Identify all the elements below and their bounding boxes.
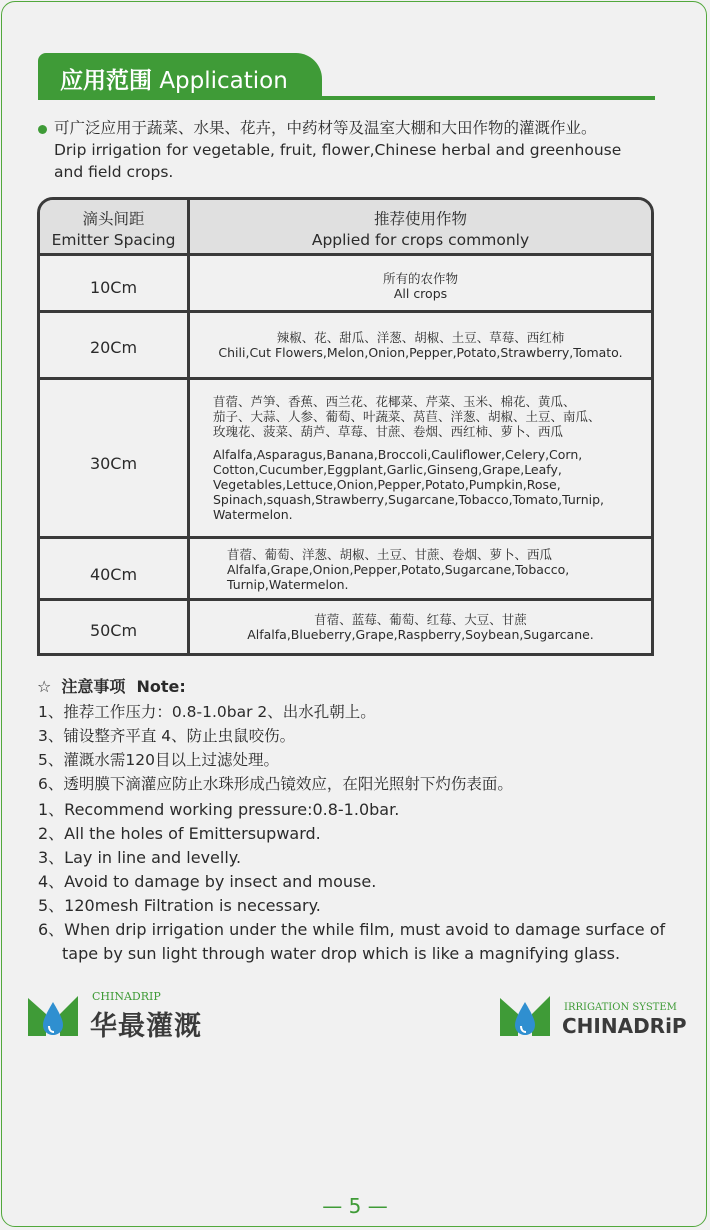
spacing-30cm: 30Cm xyxy=(89,454,138,473)
drop-leaf-icon xyxy=(26,992,80,1038)
section-tab xyxy=(38,53,322,99)
logo-left-main: 华最灌溉 xyxy=(90,1011,202,1042)
crop-table xyxy=(37,197,654,656)
note-en-item: 6、When drip irrigation under the while film, must avoid to damage surface of xyxy=(38,920,666,939)
section-title-en: Application xyxy=(159,68,288,94)
crops-cn: 茄子、大蒜、人参、葡萄、叶蔬菜、莴苣、洋葱、胡椒、土豆、南瓜、 xyxy=(213,409,601,424)
note-en-item: 3、Lay in line and levelly. xyxy=(38,848,242,867)
logo-right-sub: IRRIGATION SYSTEM xyxy=(564,1002,677,1013)
header-spacing-cn: 滴头间距 xyxy=(82,210,145,228)
crops-en: Alfalfa,Blueberry,Grape,Raspberry,Soybean,Sugarcane. xyxy=(247,627,594,642)
header-crops xyxy=(190,209,651,251)
notes-en-list xyxy=(38,798,665,966)
logo-right-main: CHINADRiP xyxy=(562,1014,687,1038)
notes-heading-en: Note: xyxy=(136,677,186,696)
crops-cn: 苜蓿、葡萄、洋葱、胡椒、土豆、甘蔗、卷烟、萝卜、西瓜 xyxy=(227,547,553,562)
header-spacing xyxy=(40,209,187,251)
intro-text xyxy=(38,117,678,183)
spacing-20cm: 20Cm xyxy=(89,338,138,357)
note-cn-item: 5、灌溉水需120目以上过滤处理。 xyxy=(38,751,279,769)
header-crops-en: Applied for crops commonly xyxy=(311,231,530,249)
crops-cn: 玫瑰花、菠菜、葫芦、草莓、甘蔗、卷烟、西红柿、萝卜、西瓜 xyxy=(213,424,564,439)
crops-en: Vegetables,Lettuce,Onion,Pepper,Potato,Pumpkin,Rose, xyxy=(213,477,561,492)
section-title-cn: 应用范围 xyxy=(60,68,152,94)
header-spacing-en: Emitter Spacing xyxy=(51,231,176,249)
note-en-item: 5、120mesh Filtration is necessary. xyxy=(38,896,321,915)
crops-cn: 苜蓿、芦笋、香蕉、西兰花、花椰菜、芹菜、玉米、棉花、黄瓜、 xyxy=(213,394,576,409)
section-title xyxy=(60,62,288,95)
crops-en: All crops xyxy=(393,286,448,301)
crops-en: Turnip,Watermelon. xyxy=(227,577,349,592)
crops-50cm xyxy=(190,612,651,642)
header-crops-cn: 推荐使用作物 xyxy=(373,210,467,228)
note-cn-item: 1、推荐工作压力：0.8-1.0bar 2、出水孔朝上。 xyxy=(38,703,376,721)
spacing-50cm: 50Cm xyxy=(89,621,138,640)
crops-cn: 辣椒、花、甜瓜、洋葱、胡椒、土豆、草莓、西红柿 xyxy=(276,330,565,345)
row-divider xyxy=(40,598,651,601)
intro-cn: 可广泛应用于蔬菜、水果、花卉，中药材等及温室大棚和大田作物的灌溉作业。 xyxy=(54,119,597,137)
intro-en-line1: Drip irrigation for vegetable, fruit, flower,Chinese herbal and greenhouse xyxy=(54,141,622,159)
note-en-item: 1、Recommend working pressure:0.8-1.0bar. xyxy=(38,800,400,819)
row-divider xyxy=(40,310,651,313)
drop-leaf-icon xyxy=(498,992,552,1038)
crops-30cm xyxy=(213,394,654,522)
spacing-40cm: 40Cm xyxy=(89,565,138,584)
bullet-icon xyxy=(38,125,47,134)
crops-en: Spinach,squash,Strawberry,Sugarcane,Tobacco,Tomato,Turnip, xyxy=(213,492,604,507)
crops-en: Cotton,Cucumber,Eggplant,Garlic,Ginseng,Grape,Leafy, xyxy=(213,462,562,477)
notes-heading-cn: 注意事项 xyxy=(61,677,126,696)
column-divider xyxy=(187,200,190,653)
note-en-item: tape by sun light through water drop which is like a magnifying glass. xyxy=(62,944,621,963)
crops-en: Alfalfa,Grape,Onion,Pepper,Potato,Sugarcane,Tobacco, xyxy=(227,562,570,577)
crops-cn: 所有的农作物 xyxy=(382,271,458,286)
crops-40cm xyxy=(227,547,654,592)
note-cn-item: 6、透明膜下滴灌应防止水珠形成凸镜效应，在阳光照射下灼伤表面。 xyxy=(38,775,513,793)
star-icon: ☆ xyxy=(37,677,52,696)
section-rule xyxy=(38,96,655,100)
note-cn-item: 3、铺设整齐平直 4、防止虫鼠咬伤。 xyxy=(38,727,296,745)
crops-en: Alfalfa,Asparagus,Banana,Broccoli,Cauliflower,Celery,Corn, xyxy=(213,447,583,462)
chinadrip-cn-logo xyxy=(26,990,226,1040)
crops-en: Chili,Cut Flowers,Melon,Onion,Pepper,Potato,Strawberry,Tomato. xyxy=(218,345,623,360)
chinadrip-en-logo xyxy=(498,990,698,1040)
page-number: — 5 — xyxy=(322,1194,388,1218)
logo-left-sub: CHINADRIP xyxy=(92,990,161,1003)
note-en-item: 2、All the holes of Emittersupward. xyxy=(38,824,321,843)
crops-10cm xyxy=(190,271,651,301)
row-divider xyxy=(40,536,651,539)
crops-20cm xyxy=(190,330,651,360)
crops-en: Watermelon. xyxy=(213,507,293,522)
row-divider xyxy=(40,377,651,380)
notes-cn-list xyxy=(38,700,513,796)
note-en-item: 4、Avoid to damage by insect and mouse. xyxy=(38,872,377,891)
table-header xyxy=(40,200,651,256)
notes-heading xyxy=(37,674,186,697)
intro-en-line2: and field crops. xyxy=(54,163,174,181)
spacing-10cm: 10Cm xyxy=(89,278,138,297)
crops-cn: 苜蓿、蓝莓、葡萄、红莓、大豆、甘蔗 xyxy=(314,612,527,627)
